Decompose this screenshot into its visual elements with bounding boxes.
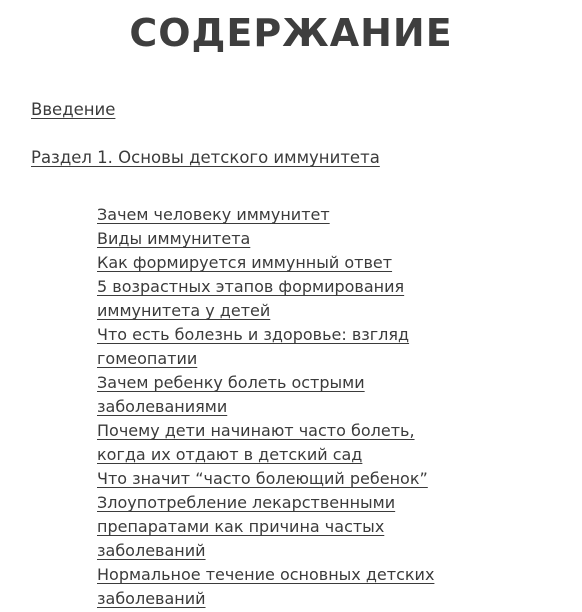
toc-link-subsection[interactable]: 5 возрастных этапов формирования иммунитета у детей (97, 277, 405, 320)
toc-link-section-1[interactable]: Раздел 1. Основы детского иммунитета (31, 148, 380, 167)
toc-link-subsection[interactable]: Нормальное течение основных детских заболеваний (97, 565, 435, 608)
toc-link-subsection[interactable]: Что значит “часто болеющий ребенок” (97, 469, 428, 488)
toc-link-subsection[interactable]: Виды иммунитета (97, 229, 251, 248)
toc-link-subsection[interactable]: Почему дети начинают часто болеть, когда их отдают в детский сад (97, 421, 415, 464)
page-title: СОДЕРЖАНИЕ (129, 11, 453, 55)
toc-subsection-list (97, 203, 567, 611)
toc-link-subsection[interactable]: Зачем человеку иммунитет (97, 205, 330, 224)
toc-link-intro[interactable]: Введение (31, 100, 116, 119)
toc-link-subsection[interactable]: Злоупотребление лекарственными препаратами как причина частых заболеваний (97, 493, 396, 560)
toc-link-subsection[interactable]: Зачем ребенку болеть острыми заболеваниями (97, 373, 365, 416)
toc-link-subsection[interactable]: Что есть болезнь и здоровье: взгляд гомеопатии (97, 325, 410, 368)
toc-link-subsection[interactable]: Как формируется иммунный ответ (97, 253, 393, 272)
